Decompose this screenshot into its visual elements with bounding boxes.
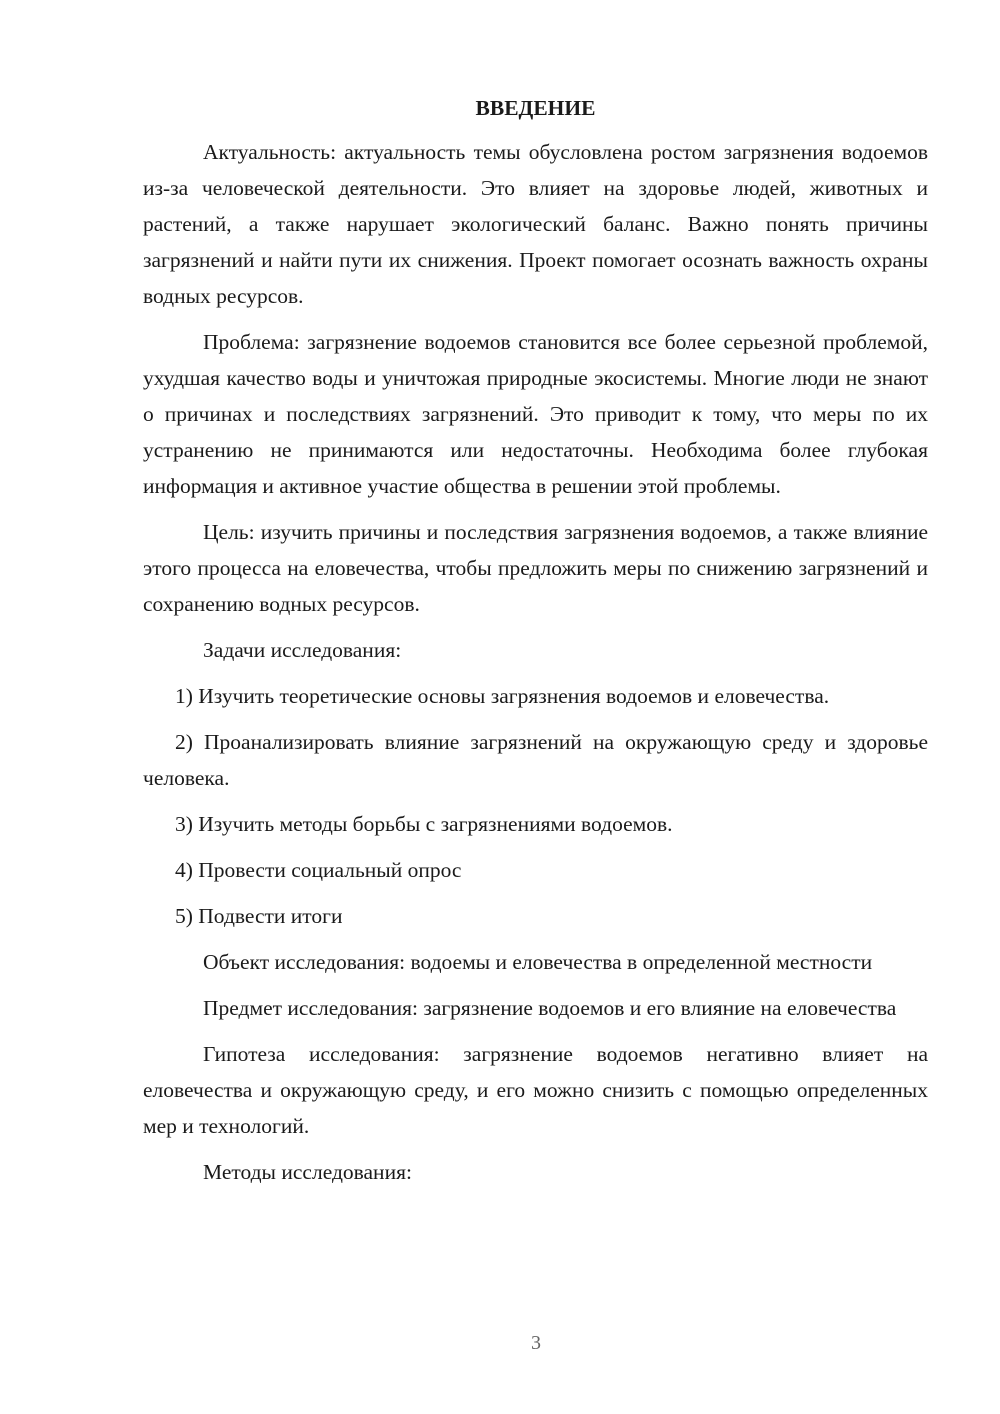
page-number: 3 [531, 1332, 541, 1354]
task-item-4: 4) Провести социальный опрос [175, 858, 462, 882]
paragraph-problem: Проблема: загрязнение водоемов становится все более серьезной проблемой, ухудшая качество воды и уничтожая природные экосистемы. Многие люди не знают о причинах и последствиях загрязнений. Это приводит к тому, что меры по их устранению не принимаются или недостаточны. Необходима более глубокая информация и активное участие общества в решении этой проблемы. [143, 330, 928, 498]
paragraph-subject: Предмет исследования: загрязнение водоемов и его влияние на еловечества [203, 996, 897, 1020]
tasks-heading: Задачи исследования: [203, 638, 402, 662]
paragraph-goal: Цель: изучить причины и последствия загрязнения водоемов, а также влияние этого процесса на еловечества, чтобы предложить меры по снижению загрязнений и сохранению водных ресурсов. [143, 520, 928, 616]
task-item-3: 3) Изучить методы борьбы с загрязнениями водоемов. [175, 812, 673, 836]
paragraph-relevance: Актуальность: актуальность темы обусловлена ростом загрязнения водоемов из-за человеческой деятельности. Это влияет на здоровье людей, животных и растений, а также нарушает экологический баланс. Важно понять причины загрязнений и найти пути их снижения. Проект помогает осознать важность охраны водных ресурсов. [143, 140, 928, 308]
section-title: ВВЕДЕНИЕ [475, 96, 596, 120]
task-item-5: 5) Подвести итоги [175, 904, 343, 928]
paragraph-hypothesis: Гипотеза исследования: загрязнение водоемов негативно влияет на еловечества и окружающую среду, и его можно снизить с помощью определенных мер и технологий. [143, 1042, 928, 1138]
methods-heading: Методы исследования: [203, 1160, 412, 1184]
task-item-2: 2) Проанализировать влияние загрязнений на окружающую среду и здоровье человека. [143, 730, 928, 790]
paragraph-object: Объект исследования: водоемы и еловечества в определенной местности [203, 950, 873, 974]
task-item-1: 1) Изучить теоретические основы загрязнения водоемов и еловечества. [175, 684, 830, 708]
document-page [143, 90, 928, 1200]
